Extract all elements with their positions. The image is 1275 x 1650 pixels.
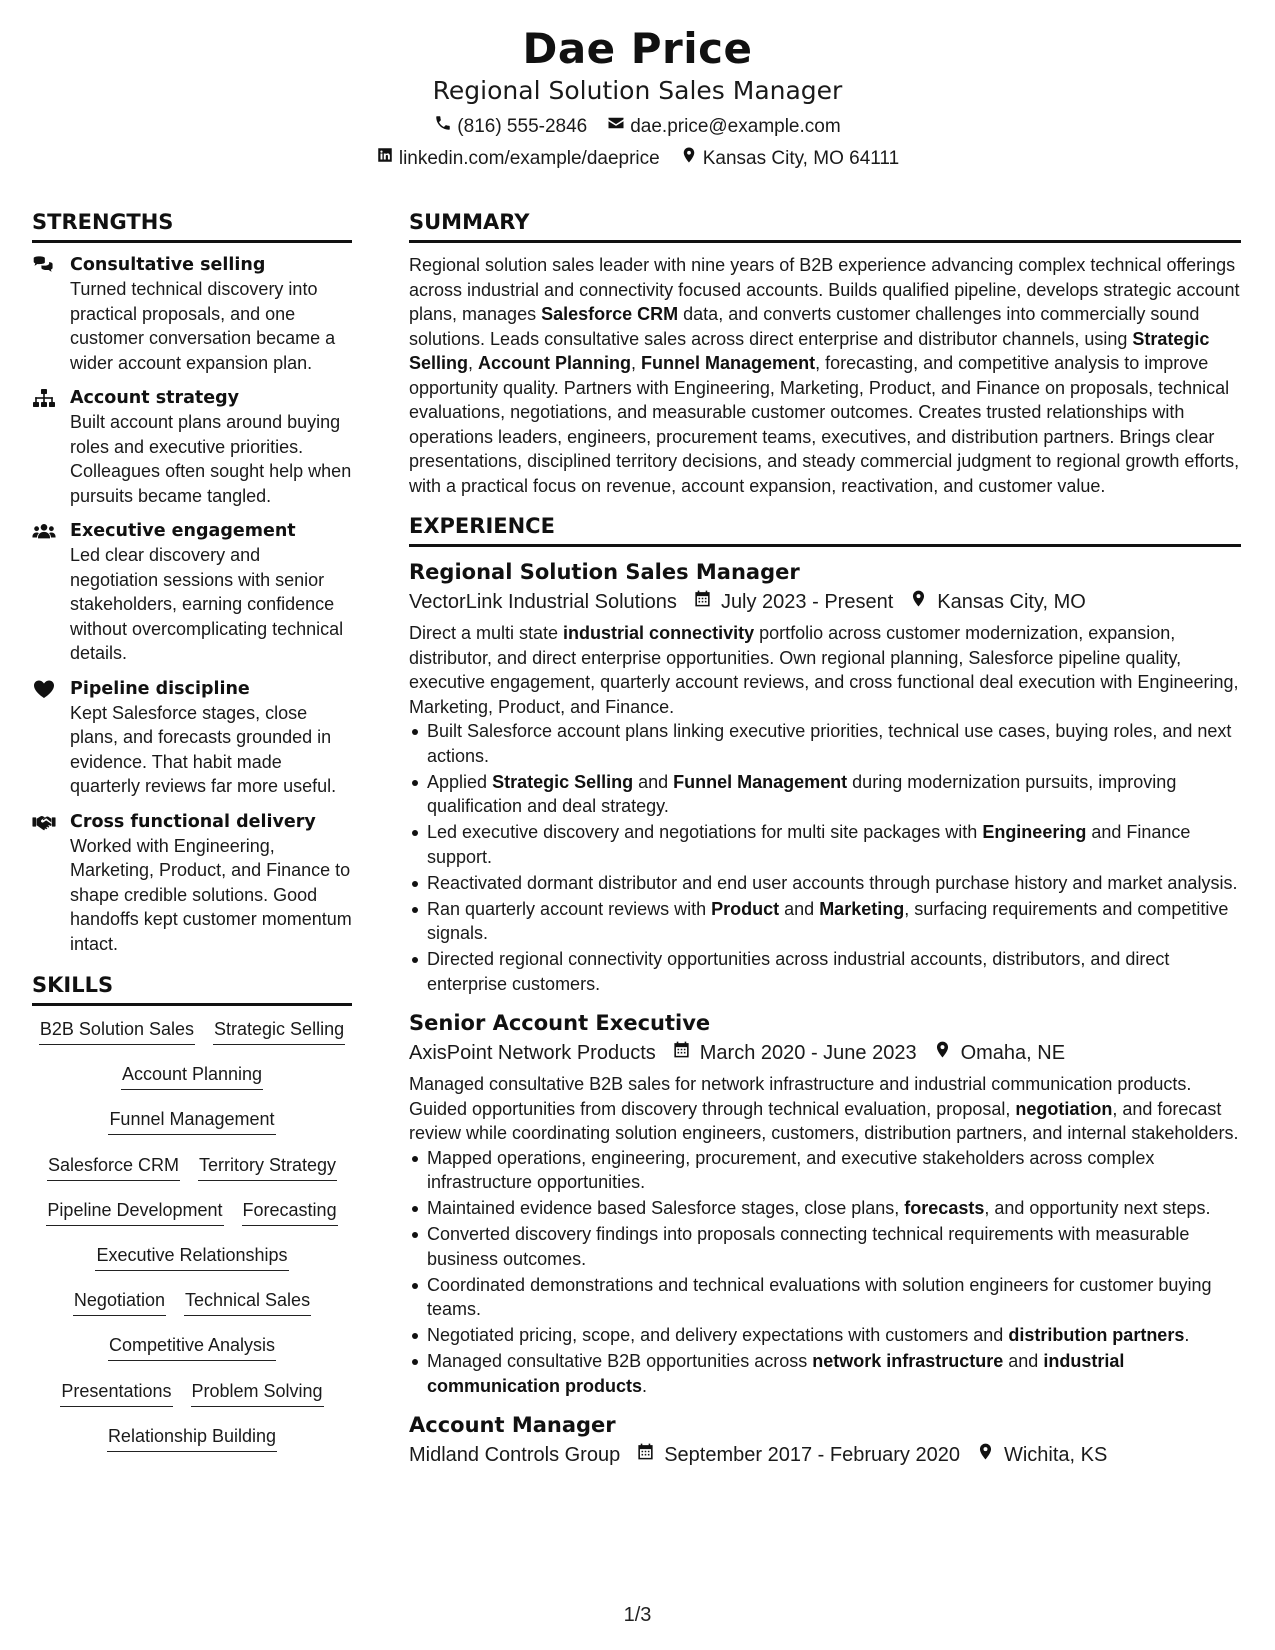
bullet-item bbox=[427, 1273, 1241, 1322]
skill-tag: Competitive Analysis bbox=[108, 1332, 276, 1361]
job-entry bbox=[409, 1008, 1241, 1398]
bullet-item bbox=[427, 871, 1241, 896]
candidate-title: Regional Solution Sales Manager bbox=[432, 76, 843, 105]
strength-item bbox=[32, 253, 352, 375]
dates-text: July 2023 - Present bbox=[720, 591, 894, 613]
map-marker-icon bbox=[680, 146, 698, 171]
bullet-item bbox=[427, 947, 1241, 996]
bold-text: industrial connectivity bbox=[563, 623, 755, 643]
bullet-item bbox=[427, 1349, 1241, 1398]
bullet-item bbox=[427, 1146, 1241, 1195]
skill-row bbox=[32, 1287, 352, 1332]
resume-header bbox=[0, 22, 1275, 171]
map-marker-icon bbox=[976, 1440, 995, 1470]
strengths-heading: STRENGTHS bbox=[32, 208, 352, 243]
linkedin-text[interactable]: linkedin.com/example/daeprice bbox=[398, 147, 660, 169]
job-dates bbox=[693, 587, 893, 617]
envelope-icon bbox=[607, 114, 625, 139]
text-run: Negotiated pricing, scope, and delivery expectations with customers and bbox=[427, 1325, 1009, 1345]
bullet-item bbox=[427, 1196, 1241, 1221]
skill-row bbox=[32, 1423, 352, 1468]
bold-text: Product bbox=[711, 898, 780, 919]
skill-row bbox=[32, 1378, 352, 1423]
job-description bbox=[409, 1072, 1241, 1146]
text-run: , surfacing requirements and competitive signals. bbox=[427, 898, 1229, 943]
text-run: Led executive discovery and negotiations for multi site packages with bbox=[427, 822, 983, 842]
strength-desc: Kept Salesforce stages, close plans, and forecasts grounded in evidence. That habit made quarterly reviews far more useful. bbox=[70, 702, 337, 796]
skills-list bbox=[32, 1016, 352, 1468]
text-run: . bbox=[1184, 1325, 1190, 1345]
calendar-icon bbox=[693, 587, 712, 617]
phone-contact bbox=[434, 114, 587, 139]
strength-title: Cross functional delivery bbox=[70, 811, 316, 832]
bullet-item bbox=[427, 820, 1241, 869]
text-run: Ran quarterly account reviews with bbox=[427, 898, 712, 919]
job-meta bbox=[409, 587, 1241, 617]
sitemap-icon bbox=[32, 388, 56, 408]
text-run: data, and converts customer challenges into commercially sound solutions. Leads consultative sales across direct enterprise and distributor channels, using bbox=[409, 304, 1200, 349]
skill-tag: Account Planning bbox=[121, 1061, 263, 1090]
text-run: , and opportunity next steps. bbox=[984, 1198, 1211, 1218]
skill-row bbox=[32, 1016, 352, 1061]
job-dates bbox=[636, 1440, 960, 1470]
experience-list bbox=[409, 557, 1241, 1470]
skill-tag: Pipeline Development bbox=[46, 1197, 223, 1226]
text-run: Direct a multi state bbox=[409, 623, 564, 643]
text-run: during modernization pursuits, improving qualification and deal strategy. bbox=[427, 771, 1177, 816]
comments-icon bbox=[32, 255, 56, 275]
linkedin-contact[interactable] bbox=[376, 146, 660, 171]
location-text: Kansas City, MO 64111 bbox=[702, 147, 900, 169]
right-column bbox=[409, 208, 1241, 1482]
skill-tag: Territory Strategy bbox=[198, 1152, 337, 1181]
bold-text: Salesforce CRM bbox=[541, 304, 679, 324]
skill-tag: Executive Relationships bbox=[95, 1242, 288, 1271]
text-run: Maintained evidence based Salesforce stages, close plans, bbox=[427, 1198, 905, 1218]
job-description bbox=[409, 621, 1241, 719]
text-run: , bbox=[468, 353, 479, 373]
candidate-name: Dae Price bbox=[522, 24, 753, 73]
text-run: , bbox=[631, 353, 642, 373]
dates-text: September 2017 - February 2020 bbox=[664, 1444, 960, 1466]
text-run: Mapped operations, engineering, procurement, and executive stakeholders across complex infrastructure opportunities. bbox=[427, 1147, 1155, 1192]
bullet-item bbox=[427, 1222, 1241, 1271]
location-text: Omaha, NE bbox=[960, 1042, 1066, 1064]
skill-tag: Strategic Selling bbox=[213, 1016, 345, 1045]
skill-row bbox=[32, 1197, 352, 1242]
job-bullets bbox=[409, 1146, 1241, 1399]
bold-text: Account Planning bbox=[478, 353, 632, 373]
text-run: Managed consultative B2B opportunities across bbox=[427, 1351, 813, 1371]
company-name: AxisPoint Network Products bbox=[409, 1042, 656, 1064]
text-run: and bbox=[1003, 1351, 1044, 1371]
text-run: Built Salesforce account plans linking executive priorities, technical use cases, buying roles, and next actions. bbox=[427, 721, 1232, 766]
bold-text: Marketing bbox=[819, 898, 905, 919]
text-run: Regional solution sales leader with nine years of B2B experience advancing complex technical offerings across industrial and connectivity focused accounts. Builds qualified pipeline, develops strategic account plans, manages bbox=[409, 255, 1240, 324]
bold-text: forecasts bbox=[904, 1198, 985, 1218]
bold-text: Funnel Management bbox=[673, 771, 848, 792]
calendar-icon bbox=[636, 1440, 655, 1470]
job-bullets bbox=[409, 719, 1241, 996]
bold-text: distribution partners bbox=[1008, 1325, 1185, 1345]
phone-text: (816) 555-2846 bbox=[457, 115, 588, 137]
strength-title: Executive engagement bbox=[70, 521, 296, 541]
location-contact bbox=[680, 146, 899, 171]
skill-tag: Presentations bbox=[60, 1378, 172, 1407]
job-location bbox=[909, 587, 1086, 617]
summary-text bbox=[409, 253, 1241, 498]
handshake-icon bbox=[32, 812, 56, 832]
text-run: Converted discovery findings into proposals connecting technical requirements with measurable business outcomes. bbox=[427, 1224, 1190, 1269]
location-text: Wichita, KS bbox=[1003, 1444, 1108, 1466]
text-run: Applied bbox=[427, 771, 493, 792]
bold-text: industrial communication products bbox=[427, 1351, 1125, 1396]
email-contact[interactable] bbox=[607, 114, 840, 139]
company-name: VectorLink Industrial Solutions bbox=[409, 591, 677, 613]
job-entry bbox=[409, 557, 1241, 996]
strength-item bbox=[32, 386, 352, 508]
bold-text: Strategic Selling bbox=[409, 328, 1210, 373]
strength-desc: Built account plans around buying roles and executive priorities. Colleagues often sought help when pursuits became tangled. bbox=[70, 412, 352, 506]
contact-line-1 bbox=[0, 114, 1275, 139]
phone-icon bbox=[434, 114, 452, 139]
text-run: and Finance support. bbox=[427, 822, 1191, 867]
job-dates bbox=[672, 1038, 917, 1068]
text-run: , forecasting, and competitive analysis to improve opportunity quality. Partners with Engineering, Marketing, Product, and Finance on proposals, technical evaluations, negotiations, and measurable customer outcomes. Creates trusted relationships with operations leaders, engineers, procurement teams, executives, and distribution partners. Brings clear presentations, disciplined territory decisions, and steady commercial judgment to regional growth efforts, with a practical focus on revenue, account expansion, reactivation, and customer value. bbox=[409, 353, 1240, 496]
strength-title: Pipeline discipline bbox=[70, 678, 250, 699]
company-name: Midland Controls Group bbox=[409, 1444, 621, 1466]
bullet-item bbox=[427, 719, 1241, 768]
skill-row bbox=[32, 1332, 352, 1377]
skill-tag: Technical Sales bbox=[184, 1287, 311, 1316]
skill-tag: B2B Solution Sales bbox=[39, 1016, 195, 1045]
skill-tag: Relationship Building bbox=[107, 1423, 277, 1452]
dates-text: March 2020 - June 2023 bbox=[699, 1042, 917, 1064]
bold-text: Engineering bbox=[982, 822, 1087, 842]
text-run: . bbox=[642, 1375, 648, 1396]
text-run: Directed regional connectivity opportunities across industrial accounts, distributors, and direct enterprise customers. bbox=[427, 949, 1170, 994]
linkedin-icon bbox=[376, 146, 394, 171]
job-entry bbox=[409, 1410, 1241, 1470]
strength-item bbox=[32, 677, 352, 799]
users-icon bbox=[32, 521, 56, 541]
text-run: , and forecast review while coordinating solution engineers, customers, distribution partners, and internal stakeholders. bbox=[409, 1098, 1239, 1143]
heart-icon bbox=[32, 679, 56, 699]
experience-heading: EXPERIENCE bbox=[409, 512, 1241, 547]
job-location bbox=[976, 1440, 1107, 1470]
location-text: Kansas City, MO bbox=[937, 591, 1086, 613]
strength-item bbox=[32, 810, 352, 957]
skill-tag: Negotiation bbox=[73, 1287, 166, 1316]
bullet-item bbox=[427, 1323, 1241, 1348]
skill-row bbox=[32, 1242, 352, 1287]
email-text[interactable]: dae.price@example.com bbox=[630, 115, 841, 137]
text-run: portfolio across customer modernization, expansion, distributor, and direct enterprise opportunities. Own regional planning, Salesforce pipeline quality, executive engagement, quarterly account reviews, and cross functional deal execution with Engineering, Marketing, Product, and Finance. bbox=[409, 623, 1239, 717]
bold-text: network infrastructure bbox=[812, 1351, 1004, 1371]
contact-line-2 bbox=[0, 146, 1275, 171]
skill-tag: Salesforce CRM bbox=[47, 1152, 180, 1181]
strength-desc: Turned technical discovery into practical proposals, and one customer conversation became a wider account expansion plan. bbox=[70, 279, 336, 373]
skill-row bbox=[32, 1106, 352, 1151]
text-run: Coordinated demonstrations and technical evaluations with solution engineers for customer buying teams. bbox=[427, 1274, 1212, 1319]
map-marker-icon bbox=[909, 587, 928, 617]
job-title: Regional Solution Sales Manager bbox=[409, 560, 800, 584]
map-marker-icon bbox=[933, 1038, 952, 1068]
bold-text: Strategic Selling bbox=[492, 771, 634, 792]
job-meta bbox=[409, 1440, 1241, 1470]
summary-heading: SUMMARY bbox=[409, 208, 1241, 243]
text-run: Reactivated dormant distributor and end user accounts through purchase history and market analysis. bbox=[427, 872, 1238, 893]
text-run: and bbox=[779, 898, 820, 919]
left-column bbox=[32, 208, 352, 1468]
skill-tag: Problem Solving bbox=[191, 1378, 324, 1407]
skills-heading: SKILLS bbox=[32, 971, 352, 1006]
bullet-item bbox=[427, 897, 1241, 946]
skill-row bbox=[32, 1152, 352, 1197]
text-run: Managed consultative B2B sales for network infrastructure and industrial communication products. Guided opportunities from discovery through technical evaluation, proposal, bbox=[409, 1074, 1192, 1119]
page-number: 1/3 bbox=[623, 1604, 652, 1626]
strength-desc: Worked with Engineering, Marketing, Product, and Finance to shape credible solutions. Good handoffs kept customer momentum intact. bbox=[70, 835, 352, 954]
text-run: and bbox=[633, 771, 674, 792]
calendar-icon bbox=[672, 1038, 691, 1068]
job-meta bbox=[409, 1038, 1241, 1068]
strength-title: Consultative selling bbox=[70, 255, 266, 275]
job-location bbox=[933, 1038, 1065, 1068]
job-title: Account Manager bbox=[409, 1413, 616, 1437]
skill-tag: Funnel Management bbox=[108, 1106, 275, 1135]
bold-text: negotiation bbox=[1015, 1098, 1113, 1119]
skill-tag: Forecasting bbox=[242, 1197, 338, 1226]
job-title: Senior Account Executive bbox=[409, 1011, 711, 1035]
skill-row bbox=[32, 1061, 352, 1106]
strength-title: Account strategy bbox=[70, 388, 240, 408]
bullet-item bbox=[427, 770, 1241, 819]
bold-text: Funnel Management bbox=[641, 353, 816, 373]
strength-desc: Led clear discovery and negotiation sessions with senior stakeholders, earning confidence without overcomplicating technical details. bbox=[70, 545, 344, 663]
strength-item bbox=[32, 519, 352, 666]
